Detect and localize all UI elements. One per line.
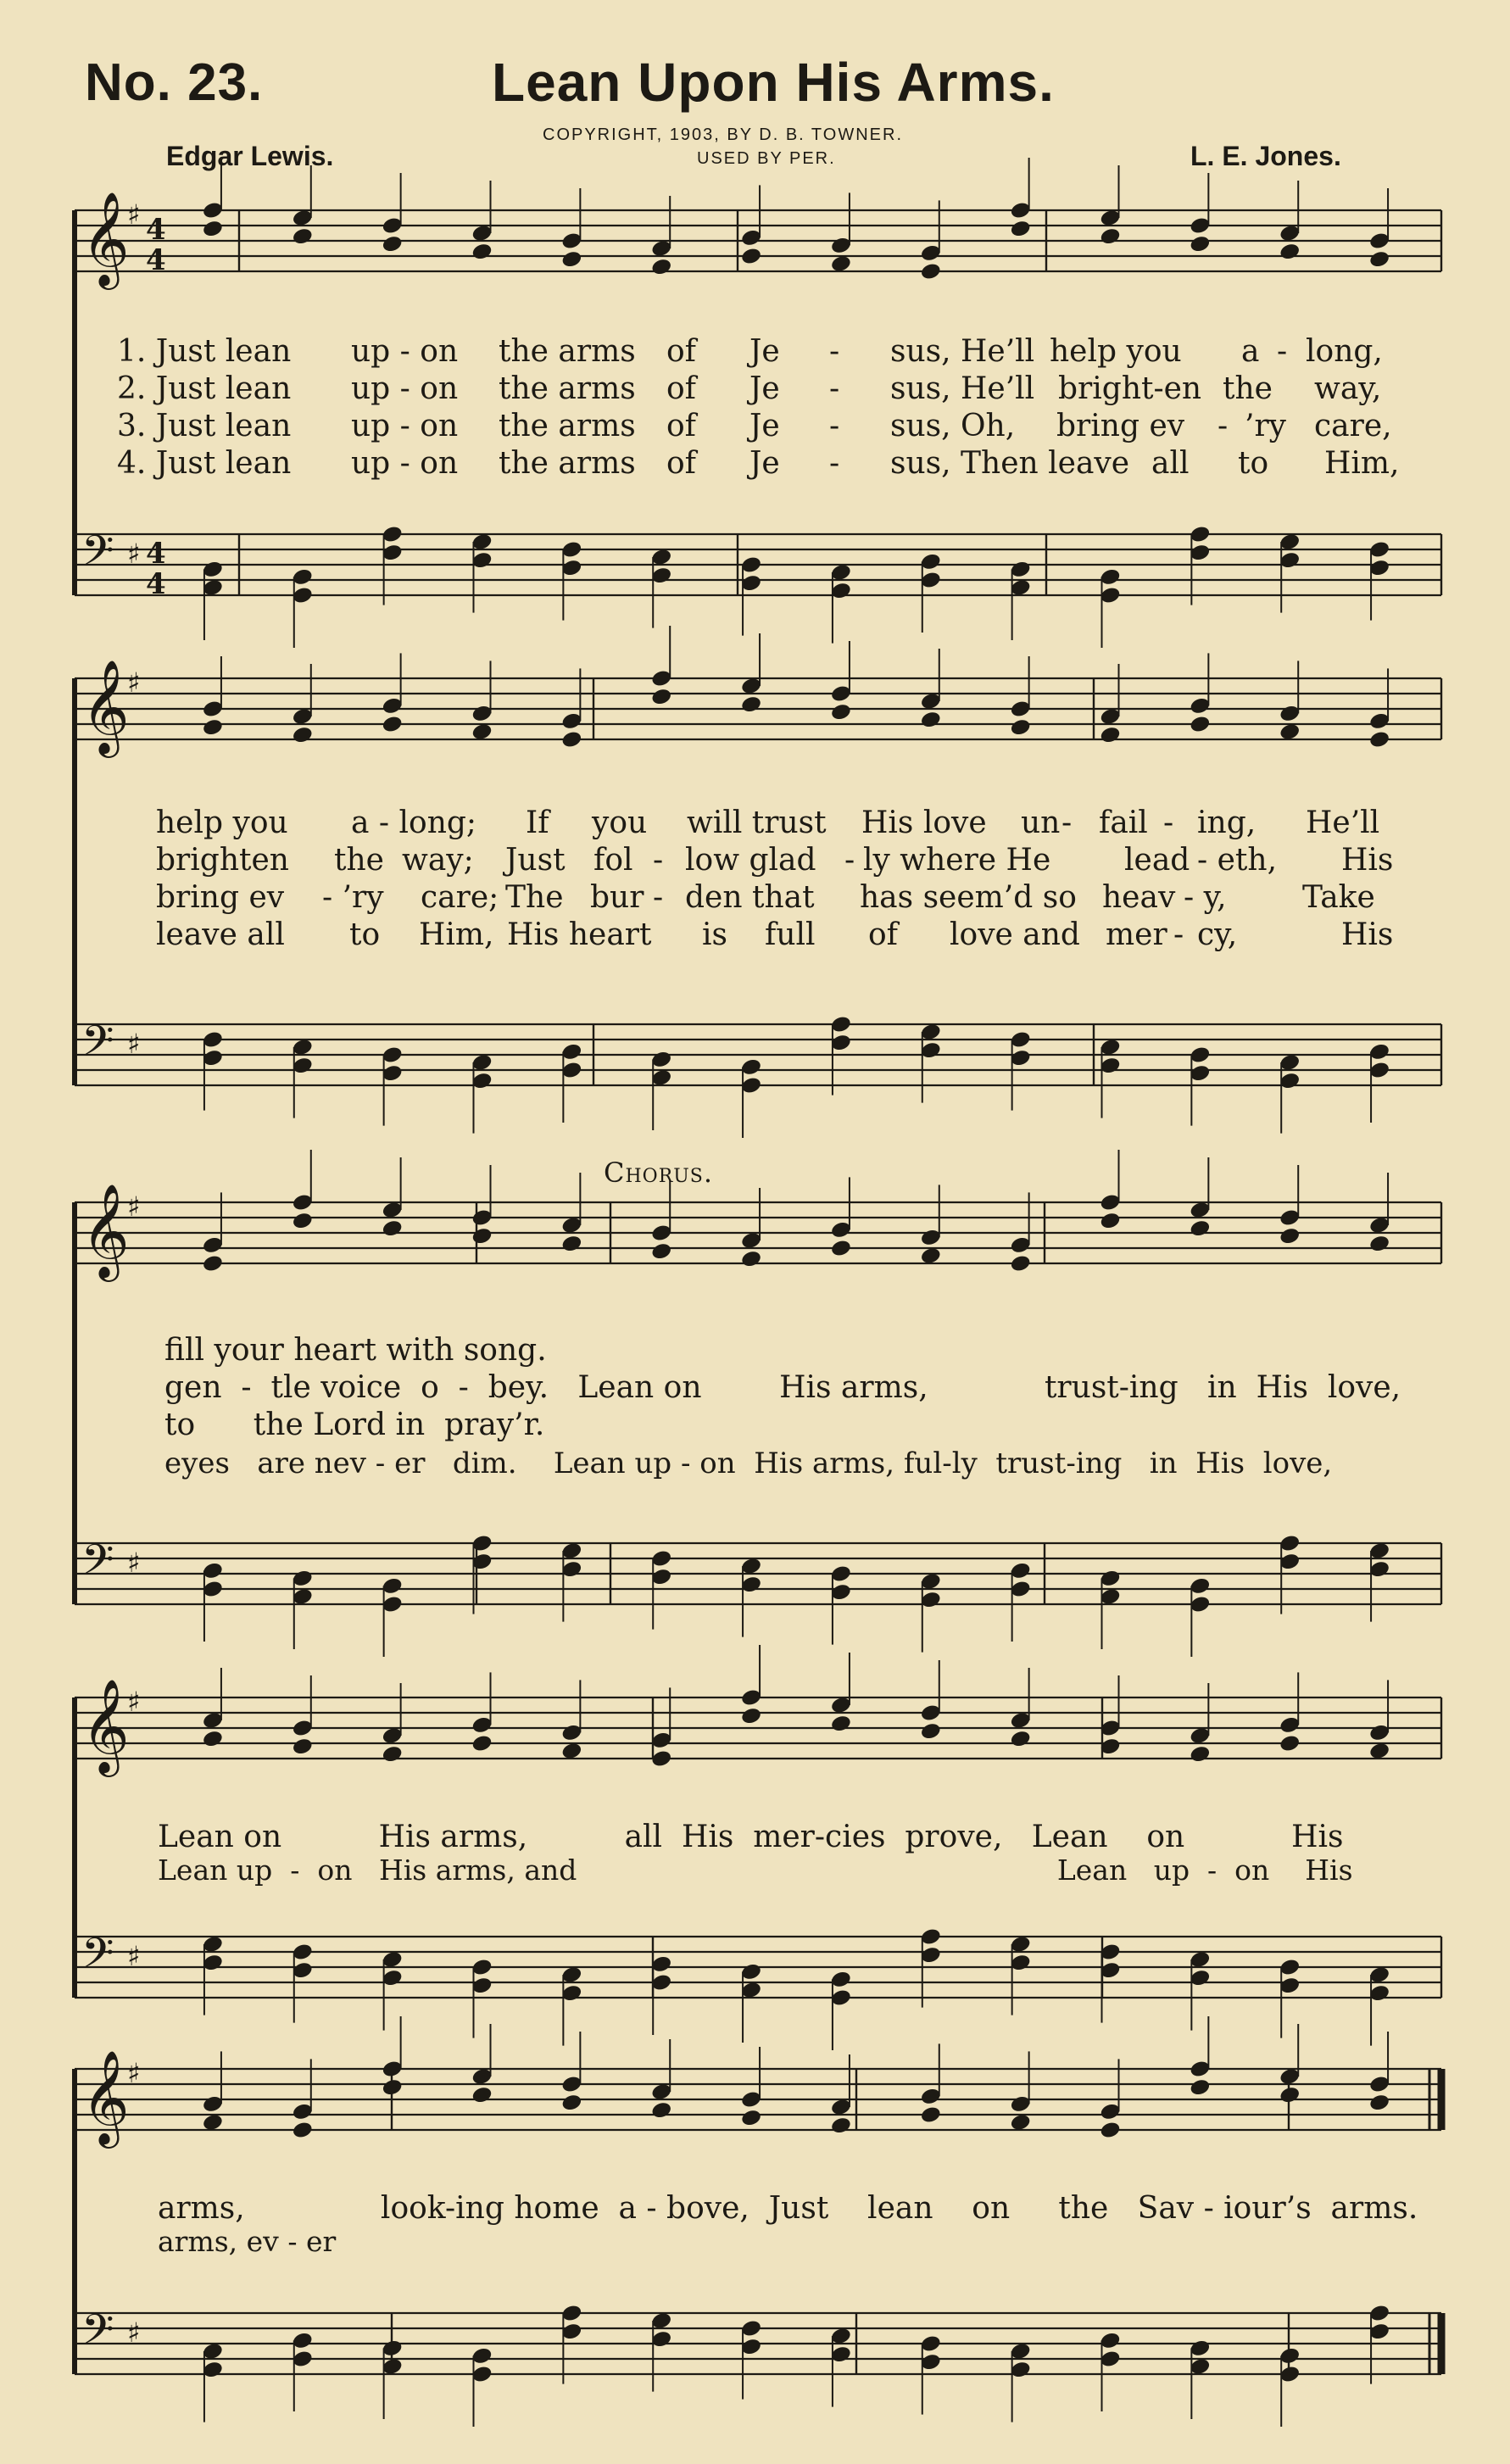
treble-clef-icon: 𝄞 bbox=[81, 659, 130, 754]
lyric-word: Je bbox=[749, 371, 780, 406]
note-head bbox=[1368, 1234, 1390, 1253]
lyric-word: long, bbox=[1306, 334, 1383, 369]
hymn-number: No. 23. bbox=[85, 53, 264, 112]
verse-line: Lean up - on His arms, and Lean up - on His bbox=[158, 1854, 1353, 1887]
lyric-word: up - on bbox=[351, 409, 459, 443]
note-head bbox=[830, 1239, 852, 1258]
lyric-word: Him, bbox=[419, 917, 494, 952]
lyric-word: - y, bbox=[1184, 880, 1227, 915]
sharp-icon: ♯ bbox=[127, 1190, 141, 1223]
note-head bbox=[740, 694, 762, 714]
note-head bbox=[1099, 226, 1121, 246]
sharp-icon: ♯ bbox=[127, 1547, 141, 1579]
sharp-icon: ♯ bbox=[127, 1028, 141, 1060]
sharp-icon: ♯ bbox=[127, 1686, 141, 1718]
note-head bbox=[560, 730, 582, 750]
sharp-icon: ♯ bbox=[127, 198, 141, 231]
note-head bbox=[650, 2100, 672, 2120]
lyric-word: sus, Oh, bbox=[890, 409, 1016, 443]
note-head bbox=[920, 262, 942, 282]
lyric-word: Take bbox=[1302, 880, 1375, 915]
note-head bbox=[830, 2116, 852, 2135]
note-head bbox=[1189, 2077, 1211, 2097]
lyric-word: help you bbox=[1050, 334, 1182, 369]
note-head bbox=[560, 2093, 582, 2112]
lyric-word: way; bbox=[402, 843, 474, 878]
lyric-word: - bbox=[1163, 806, 1174, 840]
time-signature: 4 bbox=[146, 537, 166, 571]
lyric-word: of bbox=[868, 917, 898, 952]
note-head bbox=[1279, 1226, 1301, 1246]
bass-clef-icon: 𝄢 bbox=[81, 527, 114, 586]
note-head bbox=[1010, 717, 1032, 737]
note-head bbox=[650, 687, 672, 706]
note-head bbox=[920, 2105, 942, 2125]
note-head bbox=[830, 1714, 852, 1733]
lyric-word: low glad bbox=[685, 843, 816, 878]
verse-line: to the Lord in pray’r. bbox=[164, 1408, 545, 1442]
lyric-word: is bbox=[702, 917, 727, 952]
lyric-word: The bbox=[505, 880, 564, 915]
note-head bbox=[560, 249, 582, 269]
note-head bbox=[1010, 2113, 1032, 2132]
note-head bbox=[202, 1254, 224, 1274]
time-signature: 4 bbox=[146, 567, 166, 601]
lyric-word: - bbox=[829, 446, 840, 481]
lyric-word: fol bbox=[593, 843, 633, 878]
lyric-word: the bbox=[1223, 371, 1273, 406]
hymn-title: Lean Upon His Arms. bbox=[492, 52, 1055, 113]
note-head bbox=[471, 1734, 493, 1753]
lyric-word: Just bbox=[505, 843, 566, 878]
lyric-word: 1. Just lean bbox=[117, 334, 292, 369]
lyric-word: of bbox=[666, 409, 696, 443]
note-head bbox=[740, 1706, 762, 1725]
lyric-word: cy, bbox=[1197, 917, 1238, 952]
note-head bbox=[1368, 249, 1390, 269]
note-head bbox=[202, 1729, 224, 1748]
note-head bbox=[740, 247, 762, 266]
lyric-word: bur bbox=[590, 880, 644, 915]
lyric-word: sus, He’ll bbox=[890, 371, 1035, 406]
note-head bbox=[202, 2113, 224, 2132]
lyric-word: If bbox=[526, 806, 549, 840]
lyric-word: fail bbox=[1099, 806, 1148, 840]
bass-clef-icon: 𝄢 bbox=[81, 1017, 114, 1076]
verse-line: gen - tle voice o - bey. Lean on His arms, trust-ing in His love, bbox=[164, 1370, 1401, 1405]
copyright-notice: COPYRIGHT, 1903, BY D. B. TOWNER. bbox=[543, 125, 903, 144]
sharp-icon: ♯ bbox=[127, 2057, 141, 2089]
time-signature: 4 bbox=[146, 213, 166, 247]
lyric-word: - bbox=[1173, 917, 1184, 952]
lyric-word: the arms bbox=[499, 334, 636, 369]
note-head bbox=[471, 722, 493, 742]
treble-clef-icon: 𝄞 bbox=[81, 191, 130, 286]
lyric-word: full bbox=[765, 917, 816, 952]
lyric-word: up - on bbox=[351, 371, 459, 406]
note-head bbox=[1099, 725, 1121, 744]
note-head bbox=[1189, 1218, 1211, 1238]
lyric-word: ’ry bbox=[1245, 409, 1286, 443]
treble-clef-icon: 𝄞 bbox=[81, 2049, 130, 2144]
lyric-word: Je bbox=[749, 334, 780, 369]
lyric-word: ly where He bbox=[863, 843, 1051, 878]
note-head bbox=[1368, 730, 1390, 750]
note-head bbox=[740, 1249, 762, 1268]
chorus-label: Chorus. bbox=[604, 1157, 714, 1189]
note-head bbox=[471, 1226, 493, 1246]
treble-clef-icon: 𝄞 bbox=[81, 1678, 130, 1773]
lyric-word: 2. Just lean bbox=[117, 371, 292, 406]
lyric-word: of bbox=[666, 446, 696, 481]
note-head bbox=[1010, 1254, 1032, 1274]
lyric-word: has seem’d so bbox=[860, 880, 1077, 915]
note-head bbox=[560, 1234, 582, 1253]
time-signature: 4 bbox=[146, 243, 166, 277]
note-head bbox=[292, 2121, 314, 2140]
bass-clef-icon: 𝄢 bbox=[81, 2305, 114, 2365]
note-head bbox=[650, 257, 672, 276]
lyric-word: 3. Just lean bbox=[117, 409, 292, 443]
lyric-word: - bbox=[829, 334, 840, 369]
lyric-word: Je bbox=[749, 446, 780, 481]
lyric-word: to bbox=[1238, 446, 1269, 481]
note-head bbox=[920, 1721, 942, 1741]
note-head bbox=[382, 1218, 404, 1238]
lyric-word: care, bbox=[1314, 409, 1392, 443]
lyric-word: a bbox=[1241, 334, 1260, 369]
verse-line: Lean on His arms, all His mer-cies prove, Lean on His bbox=[158, 1820, 1344, 1854]
lyric-word: brighten bbox=[156, 843, 289, 878]
treble-clef-icon: 𝄞 bbox=[81, 1183, 130, 1278]
note-head bbox=[202, 717, 224, 737]
lyric-word: care; bbox=[421, 880, 499, 915]
sharp-icon: ♯ bbox=[127, 2316, 141, 2349]
lyric-word: - bbox=[1217, 409, 1229, 443]
lyric-word: the bbox=[334, 843, 384, 878]
sharp-icon: ♯ bbox=[127, 666, 141, 699]
note-head bbox=[830, 702, 852, 722]
note-head bbox=[471, 242, 493, 261]
bass-clef-icon: 𝄢 bbox=[81, 1929, 114, 1988]
bass-clef-icon: 𝄢 bbox=[81, 1536, 114, 1595]
lyric-word: the arms bbox=[499, 446, 636, 481]
note-head bbox=[292, 1211, 314, 1230]
note-head bbox=[471, 2085, 493, 2104]
lyric-word: His bbox=[1341, 843, 1394, 878]
verse-line: fill your heart with song. bbox=[164, 1333, 547, 1368]
lyric-word: way, bbox=[1314, 371, 1382, 406]
lyric-word: of bbox=[666, 334, 696, 369]
sharp-icon: ♯ bbox=[127, 1940, 141, 1972]
lyric-word: the arms bbox=[499, 371, 636, 406]
note-head bbox=[1279, 2085, 1301, 2104]
lyric-word: He’ll bbox=[1306, 806, 1380, 840]
note-head bbox=[1099, 2121, 1121, 2140]
note-head bbox=[1010, 1729, 1032, 1748]
note-head bbox=[202, 219, 224, 238]
lyric-word: un bbox=[1021, 806, 1061, 840]
note-head bbox=[740, 2108, 762, 2127]
lyric-word: up - on bbox=[351, 334, 459, 369]
lyric-word: help you bbox=[156, 806, 288, 840]
note-head bbox=[292, 1737, 314, 1756]
lyric-word: - bbox=[653, 843, 664, 878]
lyric-word: all bbox=[1151, 446, 1190, 481]
note-head bbox=[382, 2077, 404, 2097]
lyric-word: bring ev bbox=[156, 880, 285, 915]
lyric-word: den that bbox=[685, 880, 815, 915]
lyric-word: - eth, bbox=[1197, 843, 1278, 878]
verse-line: eyes are nev - er dim. Lean up - on His arms, ful-ly trust-ing in His love, bbox=[164, 1447, 1333, 1480]
lyric-word: His love bbox=[861, 806, 987, 840]
lyric-word: to bbox=[349, 917, 381, 952]
lyric-word: Je bbox=[749, 409, 780, 443]
lyric-word: sus, Then leave bbox=[890, 446, 1130, 481]
lyric-word: Him, bbox=[1324, 446, 1400, 481]
note-head bbox=[1368, 2093, 1390, 2112]
lyric-word: 4. Just lean bbox=[117, 446, 292, 481]
lyric-word: up - on bbox=[351, 446, 459, 481]
lyric-word: - bbox=[653, 880, 664, 915]
verse-line: arms, look-ing home a - bove, Just lean on the Sav - iour’s arms. bbox=[158, 2191, 1418, 2226]
lyric-word: - bbox=[844, 843, 855, 878]
lyric-word: leave all bbox=[156, 917, 285, 952]
lyric-word: the arms bbox=[499, 409, 636, 443]
lyric-word: love and bbox=[950, 917, 1080, 952]
note-head bbox=[382, 234, 404, 254]
lyric-word: sus, He’ll bbox=[890, 334, 1035, 369]
composer-credit: L. E. Jones. bbox=[1190, 141, 1341, 171]
note-head bbox=[382, 1744, 404, 1764]
note-head bbox=[1099, 1211, 1121, 1230]
lyric-word: mer bbox=[1106, 917, 1167, 952]
note-head bbox=[920, 1246, 942, 1266]
lyric-word: lead bbox=[1124, 843, 1190, 878]
note-head bbox=[292, 725, 314, 744]
note-head bbox=[1279, 722, 1301, 742]
note-head bbox=[920, 710, 942, 729]
lyric-word: - bbox=[1061, 806, 1073, 840]
note-head bbox=[1189, 234, 1211, 254]
lyricist-credit: Edgar Lewis. bbox=[166, 141, 334, 171]
lyric-word: will trust bbox=[687, 806, 827, 840]
note-head bbox=[1010, 219, 1032, 238]
lyric-word: you bbox=[592, 806, 648, 840]
lyric-word: - bbox=[829, 409, 840, 443]
note-head bbox=[1368, 1742, 1390, 1761]
lyric-word: His heart bbox=[507, 917, 652, 952]
lyric-word: - bbox=[1277, 334, 1288, 369]
note-head bbox=[1189, 1744, 1211, 1764]
lyric-word: heav bbox=[1102, 880, 1176, 915]
used-by-permission: USED BY PER. bbox=[697, 149, 836, 168]
lyric-word: His bbox=[1341, 917, 1394, 952]
note-head bbox=[830, 254, 852, 274]
note-head bbox=[292, 226, 314, 246]
lyric-word: ing, bbox=[1197, 806, 1256, 840]
note-head bbox=[1189, 715, 1211, 734]
lyric-word: - ’ry bbox=[322, 880, 384, 915]
lyric-word: bright-en bbox=[1058, 371, 1202, 406]
note-head bbox=[560, 1742, 582, 1761]
note-head bbox=[1279, 1734, 1301, 1753]
lyric-word: of bbox=[666, 371, 696, 406]
note-head bbox=[382, 715, 404, 734]
verse-line: arms, ev - er bbox=[158, 2225, 337, 2258]
lyric-word: bring ev bbox=[1056, 409, 1185, 443]
lyric-word: - bbox=[829, 371, 840, 406]
note-head bbox=[1279, 242, 1301, 261]
note-head bbox=[650, 1241, 672, 1261]
sharp-icon: ♯ bbox=[127, 538, 141, 570]
lyric-word: a - long; bbox=[351, 806, 477, 840]
